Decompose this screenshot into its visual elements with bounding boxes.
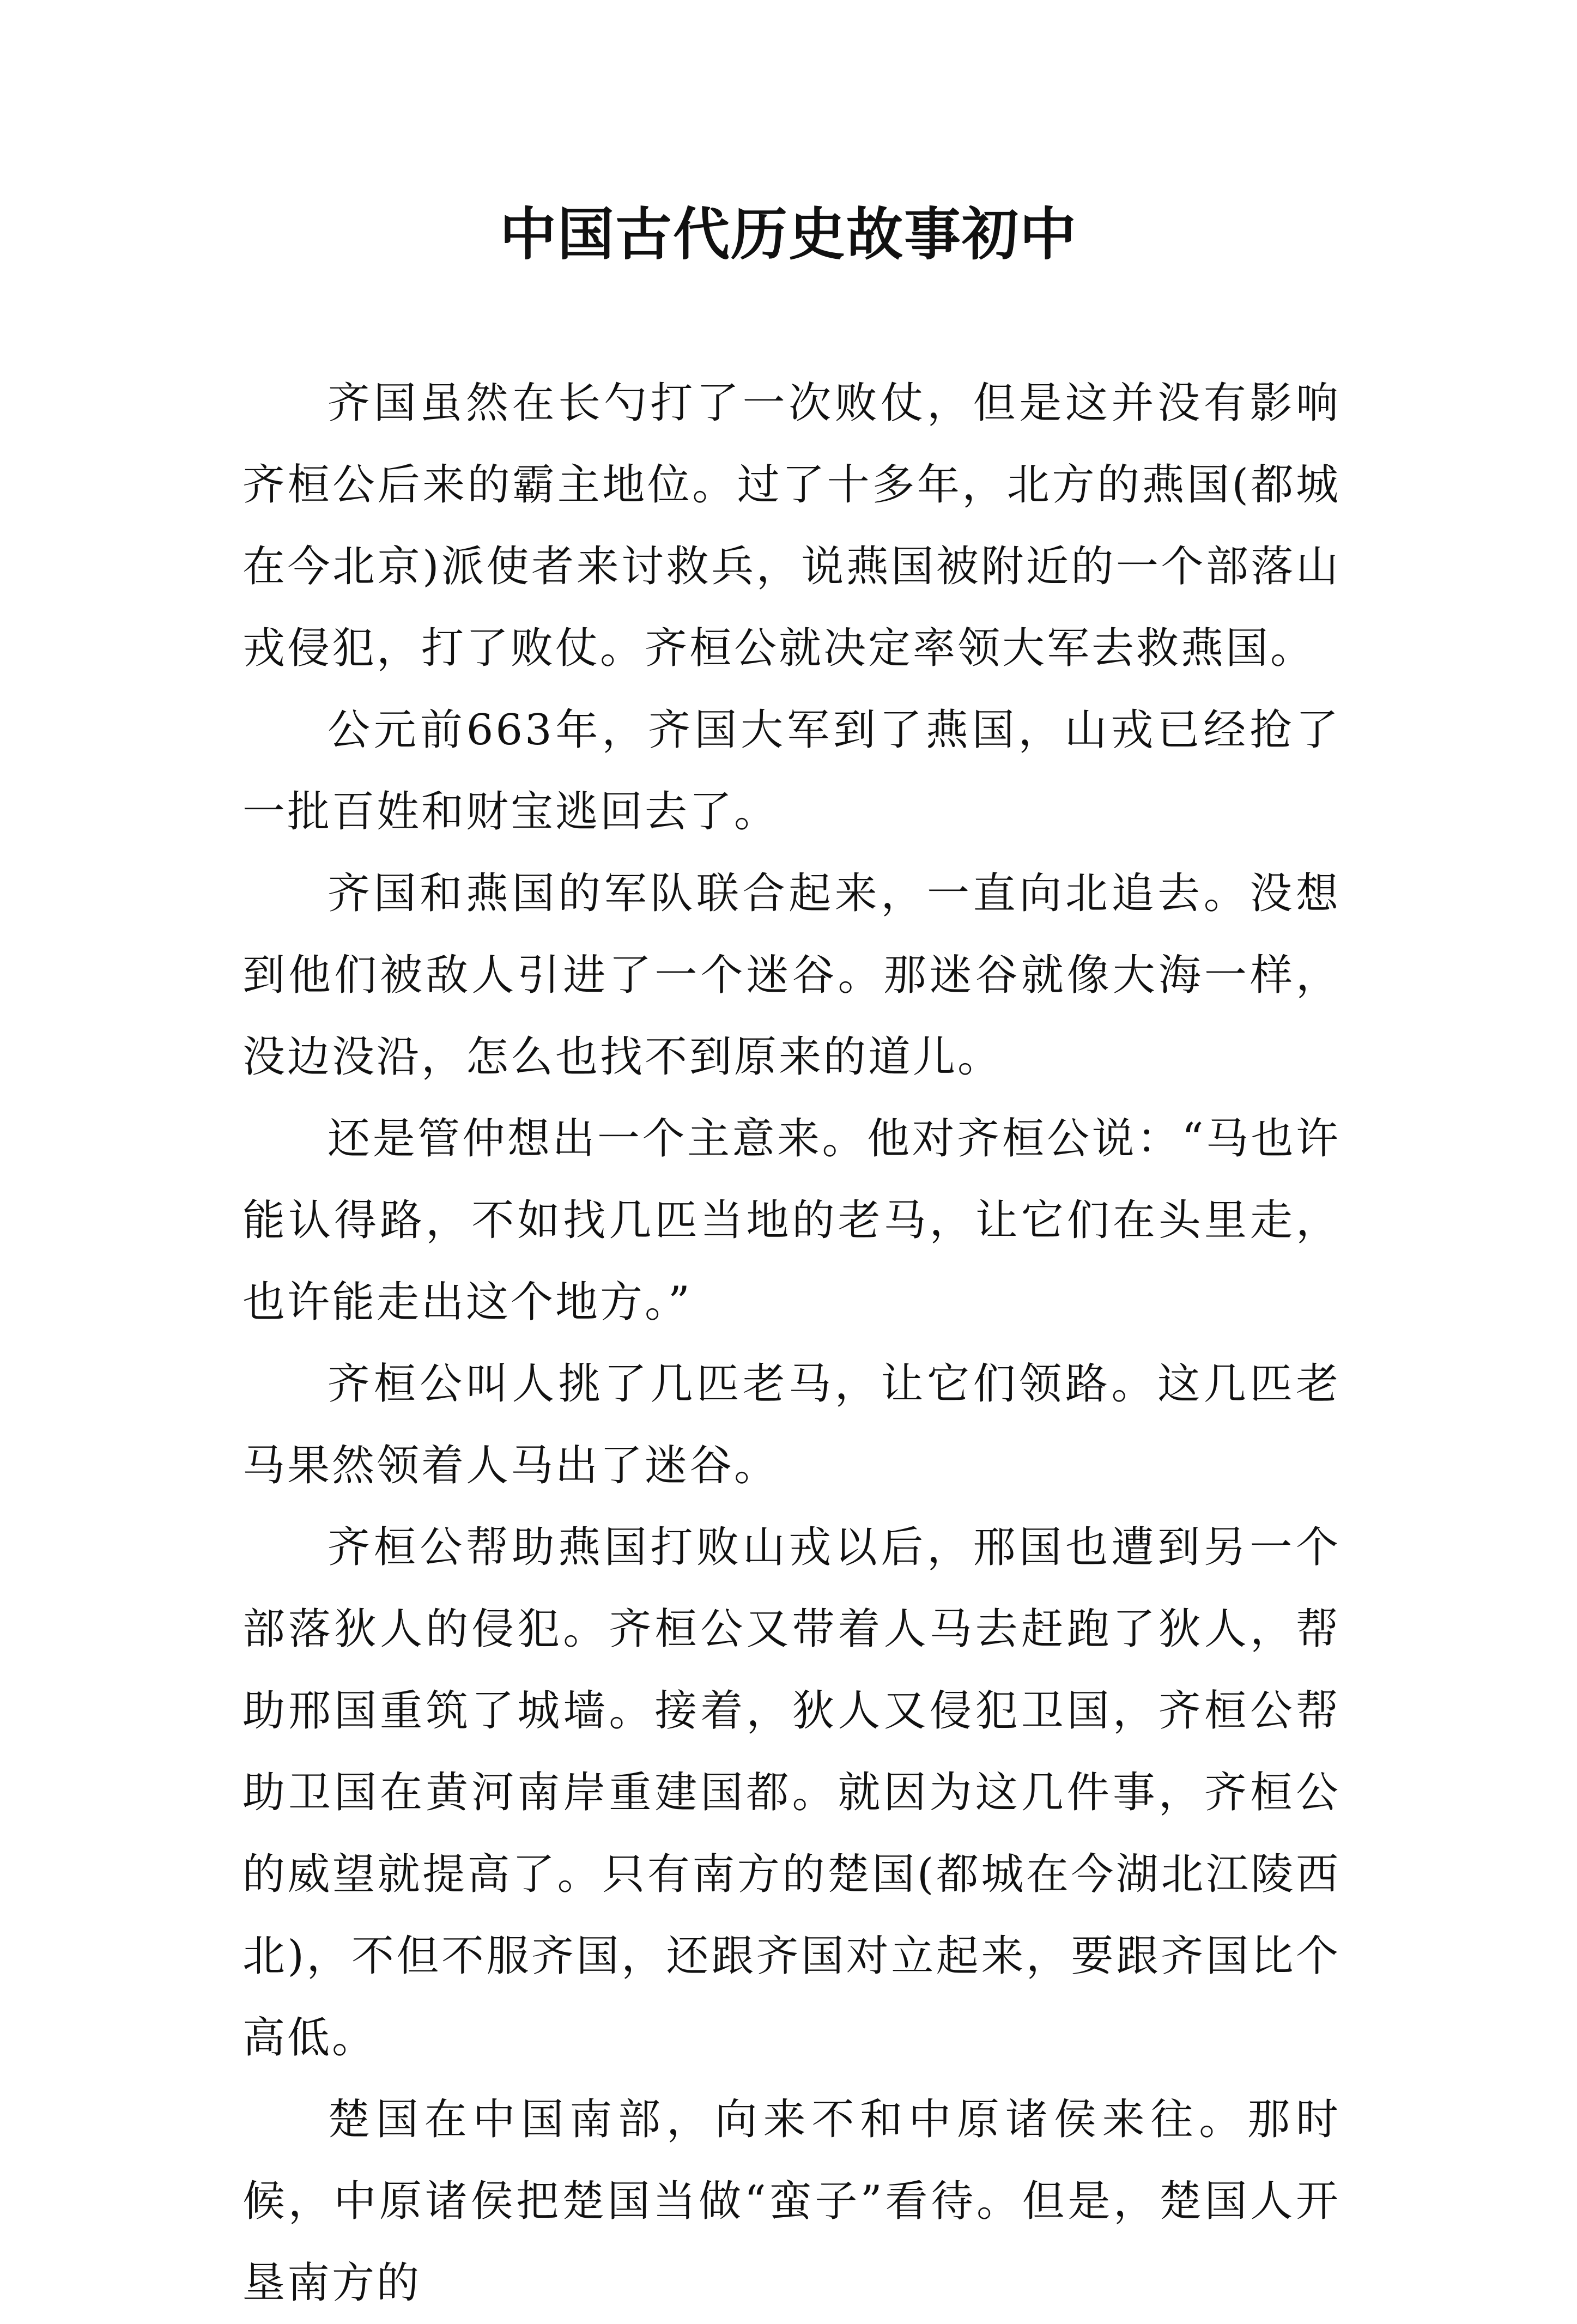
paragraph-2: 公元前663年，齐国大军到了燕国，山戎已经抢了一批百姓和财宝逃回去了。 (242, 706, 1341, 836)
paragraph-3: 齐国和燕国的军队联合起来，一直向北追去。没想到他们被敌人引进了一个迷谷。那迷谷就像大海一样，没边没沿，怎么也找不到原来的道儿。 (242, 869, 1341, 1082)
paragraph-6: 齐桓公帮助燕国打败山戎以后，邢国也遭到另一个部落狄人的侵犯。齐桓公又带着人马去赶跑了狄人，帮助邢国重筑了城墙。接着，狄人又侵犯卫国，齐桓公帮助卫国在黄河南岸重建国都。就因为这几件事，齐桓公的威望就提高了。只有南方的楚国(都城在今湖北江陵西北)，不但不服齐国，还跟齐国对立起来，要跟齐国比个高低。 (242, 1523, 1341, 2062)
page-title: 中国古代历史故事初中 (499, 201, 1077, 268)
paragraph-5: 齐桓公叫人挑了几匹老马，让它们领路。这几匹老马果然领着人马出了迷谷。 (242, 1360, 1341, 1490)
document-body (242, 362, 1341, 2324)
paragraph-4: 还是管仲想出一个主意来。他对齐桓公说：“马也许能认得路，不如找几匹当地的老马，让它们在头里走，也许能走出这个地方。” (242, 1114, 1341, 1327)
paragraph-1: 齐国虽然在长勺打了一次败仗，但是这并没有影响齐桓公后来的霸主地位。过了十多年，北方的燕国(都城在今北京)派使者来讨救兵，说燕国被附近的一个部落山戎侵犯，打了败仗。齐桓公就决定率领大军去救燕国。 (242, 379, 1341, 673)
paragraph-7: 楚国在中国南部，向来不和中原诸侯来往。那时候，中原诸侯把楚国当做“蛮子”看待。但是，楚国人开垦南方的 (242, 2095, 1341, 2308)
